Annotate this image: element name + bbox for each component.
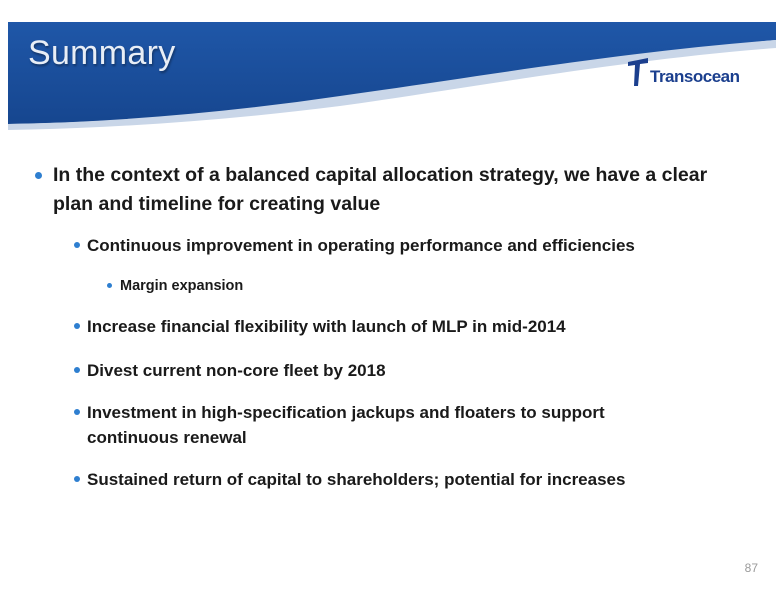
bullet-dot (74, 242, 80, 248)
transocean-logo-icon (626, 56, 650, 90)
bullet-level2-mlp: Increase financial flexibility with launch of MLP in mid-2014 (87, 317, 566, 336)
bullet-level2-performance: Continuous improvement in operating performance and efficiencies (87, 236, 635, 255)
slide-header (0, 0, 776, 140)
slide-title: Summary (28, 34, 176, 72)
bullet-level1-main: In the context of a balanced capital allocation strategy, we have a clear plan and timeline for creating value (53, 164, 708, 215)
logo-wordmark: Transocean (650, 67, 740, 86)
bullet-dot (74, 323, 80, 329)
bullet-level2-divest: Divest current non-core fleet by 2018 (87, 361, 386, 380)
bullet-dot (74, 476, 80, 482)
bullet-dot (107, 283, 112, 288)
company-logo (626, 56, 766, 90)
page-number: 87 (744, 561, 758, 575)
bullet-level3-margin: Margin expansion (120, 278, 244, 294)
bullet-dot (35, 172, 42, 179)
bullet-dot (74, 409, 80, 415)
bullet-level2-return: Sustained return of capital to shareholders; potential for increases (87, 470, 626, 489)
bullet-dot (74, 367, 80, 373)
bullet-level2-investment: Investment in high-specification jackups and floaters to support continuous renewal (87, 403, 605, 447)
